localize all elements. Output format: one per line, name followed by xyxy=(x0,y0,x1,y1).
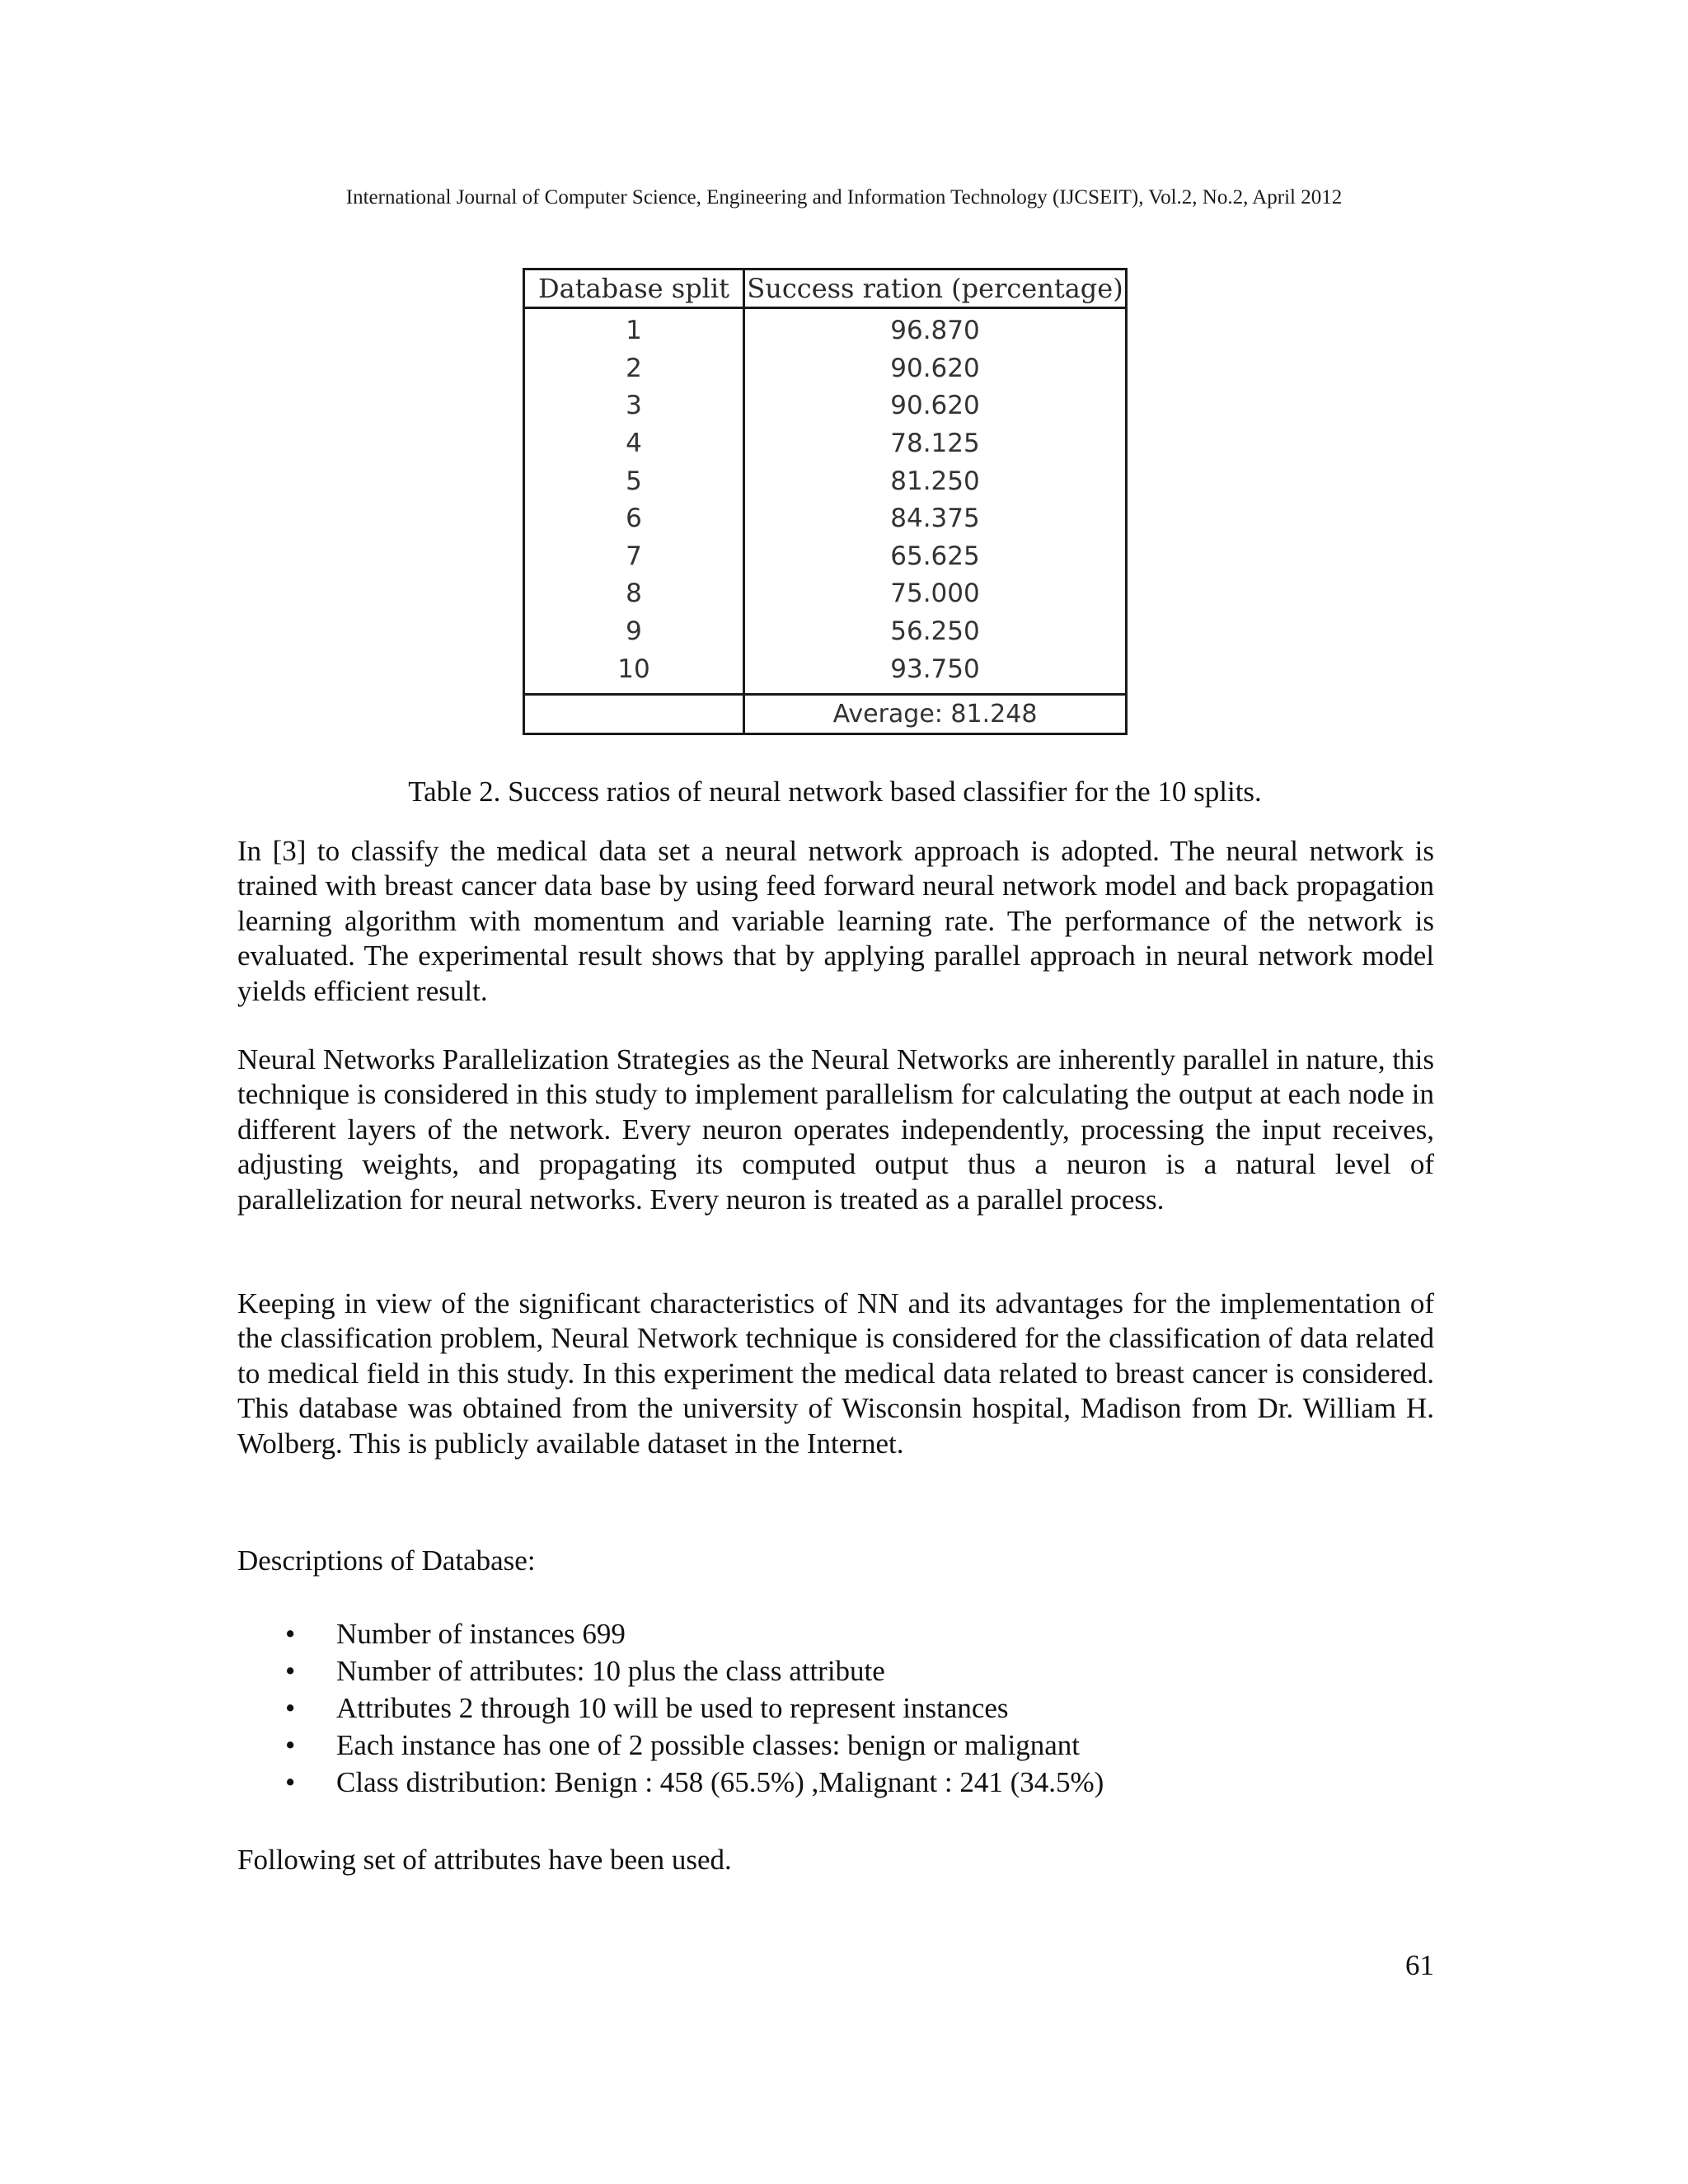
ratio-cell: 81.250 xyxy=(890,466,980,496)
table-row xyxy=(524,613,1127,651)
ratio-cell: 75.000 xyxy=(890,579,980,609)
paragraph-neural-network-approach: In [3] to classify the medical data set a neural network approach is adopted. The neural network is trained with breast cancer data base by using feed forward neural network model and back propagation learning algorithm with momentum and variable learning rate. The performance of the network is evaluated. The experimental result shows that by applying parallel approach in neural network model yields efficient result. xyxy=(237,835,1434,1007)
success-ratio-table xyxy=(523,268,1128,735)
split-cell: 7 xyxy=(524,538,744,576)
split-cell: 6 xyxy=(524,500,744,538)
ratio-cell: 65.625 xyxy=(890,541,980,571)
table-row xyxy=(524,650,1127,694)
bullet-icon: • xyxy=(285,1729,296,1761)
database-description-list xyxy=(272,1615,1104,1801)
split-cell: 8 xyxy=(524,575,744,613)
list-item xyxy=(272,1690,1104,1727)
split-cell: 3 xyxy=(524,387,744,425)
ratio-cell: 96.870 xyxy=(890,316,980,346)
bullet-icon: • xyxy=(285,1655,296,1687)
list-item xyxy=(272,1652,1104,1690)
closing-line: Following set of attributes have been used. xyxy=(237,1844,732,1876)
split-cell: 5 xyxy=(524,462,744,500)
split-cell: 9 xyxy=(524,613,744,651)
ratio-cell: 90.620 xyxy=(890,391,980,421)
list-item-text: Number of instances 699 xyxy=(336,1618,626,1650)
table-row xyxy=(524,350,1127,388)
list-item-text: Each instance has one of 2 possible classes: benign or malignant xyxy=(336,1729,1080,1761)
bullet-icon: • xyxy=(285,1618,296,1650)
average-cell: Average: 81.248 xyxy=(744,694,1127,733)
list-item-text: Attributes 2 through 10 will be used to represent instances xyxy=(336,1692,1009,1724)
table-caption: Table 2. Success ratios of neural network based classifier for the 10 splits. xyxy=(408,776,1262,808)
paragraph-nn-characteristics: Keeping in view of the significant characteristics of NN and its advantages for the implementation of the classification problem, Neural Network technique is considered for the classification of data related to medical field in this study. In this experiment the medical data related to breast cancer is considered. This database was obtained from the university of Wisconsin hospital, Madison from Dr. William H. Wolberg. This is publicly available dataset in the Internet. xyxy=(237,1287,1434,1460)
table-row xyxy=(524,387,1127,425)
descriptions-heading: Descriptions of Database: xyxy=(237,1544,536,1577)
bullet-icon: • xyxy=(285,1692,296,1724)
page-number: 61 xyxy=(1405,1949,1434,1981)
average-row xyxy=(524,694,1127,733)
table-row xyxy=(524,538,1127,576)
ratio-cell: 90.620 xyxy=(890,353,980,383)
average-empty-cell xyxy=(524,694,744,733)
running-header: International Journal of Computer Science, Engineering and Information Technology (IJCSEIT), Vol.2, No.2, April 2012 xyxy=(345,186,1343,209)
bullet-icon: • xyxy=(285,1766,296,1798)
split-cell: 1 xyxy=(524,308,744,350)
table-row xyxy=(524,308,1127,350)
column-header-ratio: Success ration (percentage) xyxy=(744,269,1127,308)
list-item-text: Number of attributes: 10 plus the class attribute xyxy=(336,1655,885,1687)
split-cell: 4 xyxy=(524,425,744,463)
table-row xyxy=(524,575,1127,613)
table-row xyxy=(524,500,1127,538)
table-row xyxy=(524,425,1127,463)
list-item xyxy=(272,1764,1104,1801)
ratio-cell: 78.125 xyxy=(890,429,980,459)
paragraph-parallelization-strategies: Neural Networks Parallelization Strategies as the Neural Networks are inherently parallel in nature, this technique is considered in this study to implement parallelism for calculating the output at each node in different layers of the network. Every neuron operates independently, processing the input receives, adjusting weights, and propagating its computed output thus a neuron is a natural level of parallelization for neural networks. Every neuron is treated as a parallel process. xyxy=(237,1043,1434,1216)
split-cell: 2 xyxy=(524,350,744,388)
list-item xyxy=(272,1727,1104,1764)
ratio-cell: 93.750 xyxy=(890,654,980,684)
table-header-row xyxy=(524,269,1127,308)
list-item xyxy=(272,1615,1104,1652)
split-cell: 10 xyxy=(524,650,744,694)
list-item-text: Class distribution: Benign : 458 (65.5%) ,Malignant : 241 (34.5%) xyxy=(336,1766,1104,1798)
ratio-cell: 56.250 xyxy=(890,616,980,647)
ratio-cell: 84.375 xyxy=(890,504,980,534)
column-header-split: Database split xyxy=(524,269,744,308)
table-row xyxy=(524,462,1127,500)
